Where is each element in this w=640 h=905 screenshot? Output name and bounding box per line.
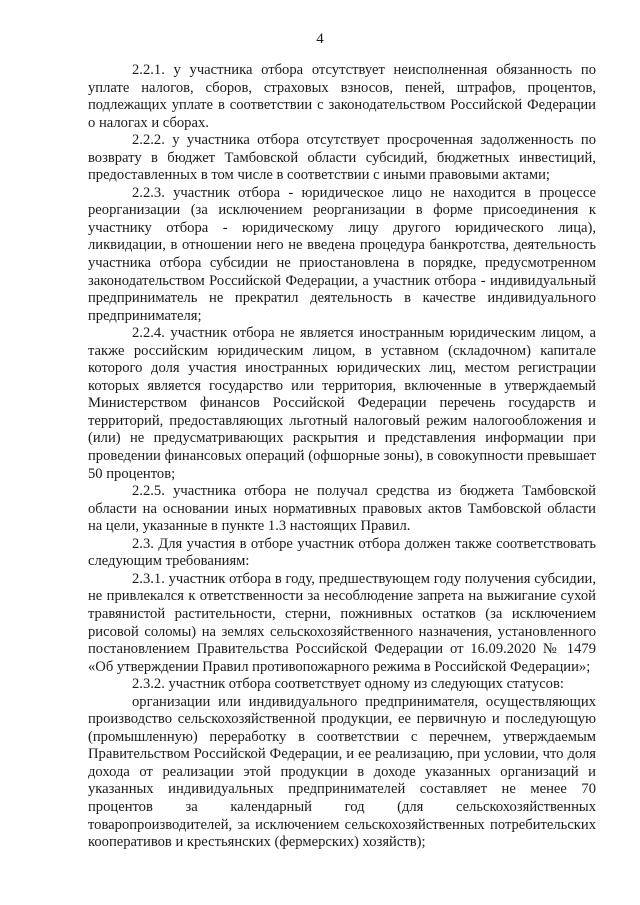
paragraph-2-2-4: 2.2.4. участник отбора не является иностранным юридическим лицом, а также российским юридическим лицом, в уставном (складочном) капитале которого доля участия иностранных юридических лиц, местом регистрации которых является государство или территория, включенные в утверждаемый Министерством финансов Российской Федерации перечень государств и территорий, предоставляющих льготный налоговый режим налогообложения и (или) не предусматривающих раскрытия и представления информации при проведении финансовых операций (офшорные зоны), в совокупности превышает 50 процентов; bbox=[88, 325, 596, 482]
paragraph-2-2-5: 2.2.5. участника отбора не получал средства из бюджета Тамбовской области на основании иных нормативных правовых актов Тамбовской области на цели, указанные в пункте 1.3 настоящих Правил. bbox=[88, 483, 596, 535]
paragraph-2-2-2: 2.2.2. у участника отбора отсутствует просроченная задолженность по возврату в бюджет Тамбовской области субсидий, бюджетных инвестиций, предоставленных в том числе в соответствии с иными правовыми актами; bbox=[88, 132, 596, 184]
document-body bbox=[88, 62, 596, 852]
paragraph-2-3-2: 2.3.2. участник отбора соответствует одному из следующих статусов: bbox=[132, 676, 564, 693]
paragraph-2-3: 2.3. Для участия в отборе участник отбора должен также соответствовать следующим требованиям: bbox=[88, 535, 596, 570]
paragraph-2-2-1: 2.2.1. у участника отбора отсутствует неисполненная обязанность по уплате налогов, сборов, страховых взносов, пеней, штрафов, процентов, подлежащих уплате в соответствии с законодательством Российской Федерации о налогах и сборах. bbox=[88, 62, 596, 131]
paragraph-status-organization: организации или индивидуального предпринимателя, осуществляющих производство сельскохозяйственной продукции, ее первичную и последующую (промышленную) переработку в соответствии с перечнем, утверждаемым Правительством Российской Федерации, и ее реализацию, при условии, что доля дохода от реализации этой продукции в доходе указанных организаций и указанных индивидуальных предпринимателей составляет не менее 70 процентов за календарный год (для сельскохозяйственных товаропроизводителей, за исключением сельскохозяйственных потребительских кооперативов и крестьянских (фермерских) хозяйств); bbox=[88, 693, 596, 851]
paragraph-2-3-1: 2.3.1. участник отбора в году, предшествующем году получения субсидии, не привлекался к ответственности за несоблюдение запрета на выжигание сухой травянистой растительности, стерни, пожнивных остатков (за исключением рисовой соломы) на землях сельскохозяйственного назначения, установленного постановлением Правительства Российской Федерации от 16.09.2020 № 1479 «Об утверждении Правил противопожарного режима в Российской Федерации»; bbox=[88, 570, 596, 675]
paragraph-2-2-3: 2.2.3. участник отбора - юридическое лицо не находится в процессе реорганизации (за исключением реорганизации в форме присоединения к участнику отбора - юридическому лицу другого юридического лица), ликвидации, в отношении него не введена процедура банкротства, деятельность участника отбора субсидии не приостановлена в порядке, предусмотренном законодательством Российской Федерации, а участник отбора - индивидуальный предприниматель не прекратил деятельность в качестве индивидуального предпринимателя; bbox=[88, 184, 596, 324]
page-number: 4 bbox=[316, 31, 324, 47]
